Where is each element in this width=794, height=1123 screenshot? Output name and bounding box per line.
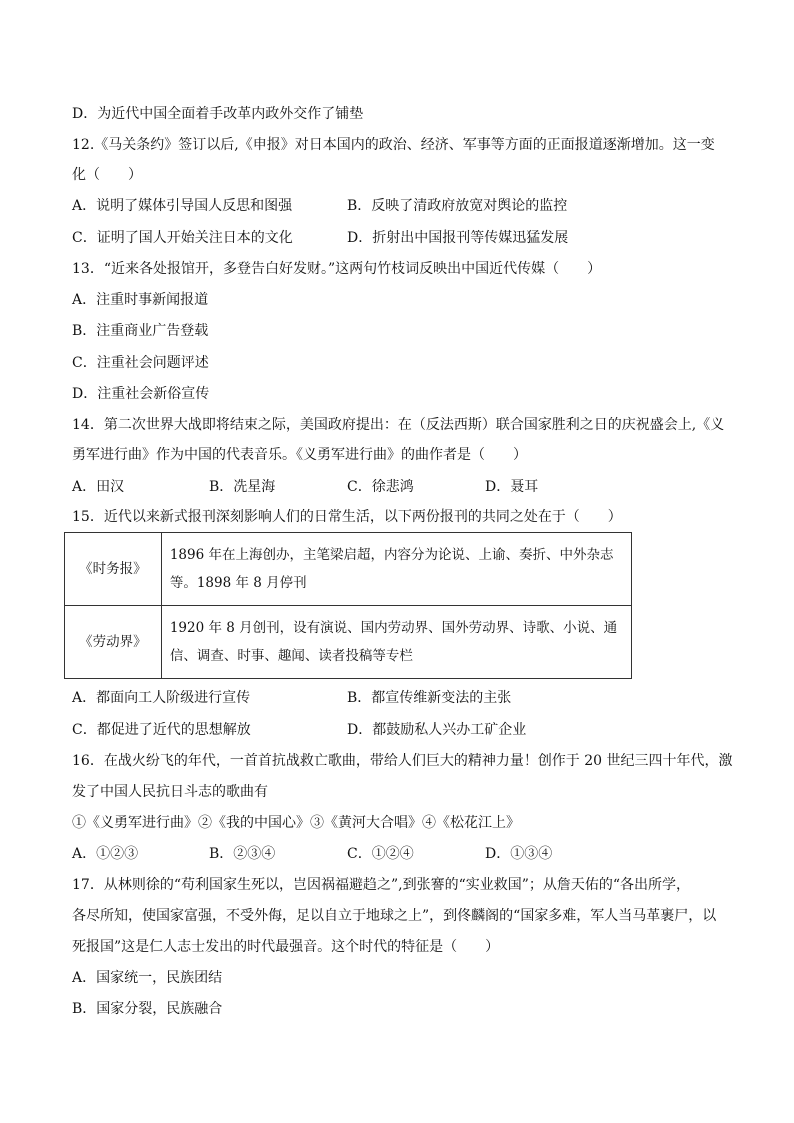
q12-stem-line2: 化（ ） [72,167,142,183]
q15-option-c: C．都促进了近代的思想解放 [72,722,251,738]
q14-option-c: C．徐悲鸿 [347,479,414,495]
q14-option-b: B．冼星海 [209,479,276,495]
q13-stem: 13．“近来各处报馆开，多登告白好发财。”这两句竹枝词反映出中国近代传媒（ ） [72,261,602,277]
q15-option-a: A．都面向工人阶级进行宣传 [72,690,251,706]
q16-items: ①《义勇军进行曲》②《我的中国心》③《黄河大合唱》④《松花江上》 [72,815,520,831]
q13-option-b: B．注重商业广告登载 [72,323,209,339]
table-cell-desc: 1920 年 8 月创刊，设有演说、国内劳动界、国外劳动界、诗歌、小说、通信、调查、时事、趣闻、读者投稿等专栏 [161,606,631,679]
q12-stem-line1: 12.《马关条约》签订以后,《申报》对日本国内的政治、经济、军事等方面的正面报道逐渐增加。这一变 [72,137,715,153]
q14-option-a: A．田汉 [72,479,125,495]
q17-stem-line1: 17．从林则徐的“苟利国家生死以，岂因祸福避趋之”,到张謇的“实业救国”；从詹天佑的“各出所学， [72,877,691,893]
q16-option-b: B．②③④ [209,846,276,862]
q15-option-d: D．都鼓励私人兴办工矿企业 [347,722,527,738]
q17-option-b: B．国家分裂，民族融合 [72,1001,223,1017]
q16-option-d: D．①③④ [485,846,553,862]
q16-option-c: C．①②④ [347,846,414,862]
q14-stem-line2: 勇军进行曲》作为中国的代表音乐。《义勇军进行曲》的曲作者是（ ） [72,447,527,463]
q15-newspaper-table [64,532,632,679]
q17-stem-line2: 各尽所知，使国家富强，不受外侮，足以自立于地球之上”，到佟麟阁的“国家多难，军人当马革裹尸，以 [72,908,717,924]
table-cell-desc: 1896 年在上海创办，主笔梁启超，内容分为论说、上谕、奏折、中外杂志等。1898 年 8 月停刊 [161,533,631,606]
q15-option-b: B．都宣传维新变法的主张 [347,690,512,706]
table-row [65,533,632,606]
q14-option-d: D．聂耳 [485,479,539,495]
table-cell-name: 《劳动界》 [65,606,162,679]
q11-option-d: D．为近代中国全面着手改革内政外交作了铺垫 [72,106,364,122]
table-row [65,606,632,679]
q13-option-a: A．注重时事新闻报道 [72,292,209,308]
q14-stem-line1: 14．第二次世界大战即将结束之际，美国政府提出：在（反法西斯）联合国家胜利之日的庆祝盛会上,《义 [72,417,725,433]
table-cell-name: 《时务报》 [65,533,162,606]
q12-option-b: B．反映了清政府放宽对舆论的监控 [347,198,568,214]
q16-stem-line2: 发了中国人民抗日斗志的歌曲有 [72,784,268,800]
q16-stem-line1: 16．在战火纷飞的年代，一首首抗战救亡歌曲，带给人们巨大的精神力量！创作于 20 世纪三四十年代，激 [72,753,733,769]
q17-option-a: A．国家统一，民族团结 [72,970,223,986]
q16-option-a: A．①②③ [72,846,139,862]
q12-option-a: A．说明了媒体引导国人反思和图强 [72,198,293,214]
q13-option-d: D．注重社会新俗宣传 [72,386,210,402]
q13-option-c: C．注重社会问题评述 [72,355,209,371]
q17-stem-line3: 死报国”这是仁人志士发出的时代最强音。这个时代的特征是（ ） [72,939,500,955]
q12-option-d: D．折射出中国报刊等传媒迅猛发展 [347,230,569,246]
q12-option-c: C．证明了国人开始关注日本的文化 [72,230,293,246]
q15-stem: 15．近代以来新式报刊深刻影响人们的日常生活，以下两份报刊的共同之处在于（ ） [72,509,622,525]
